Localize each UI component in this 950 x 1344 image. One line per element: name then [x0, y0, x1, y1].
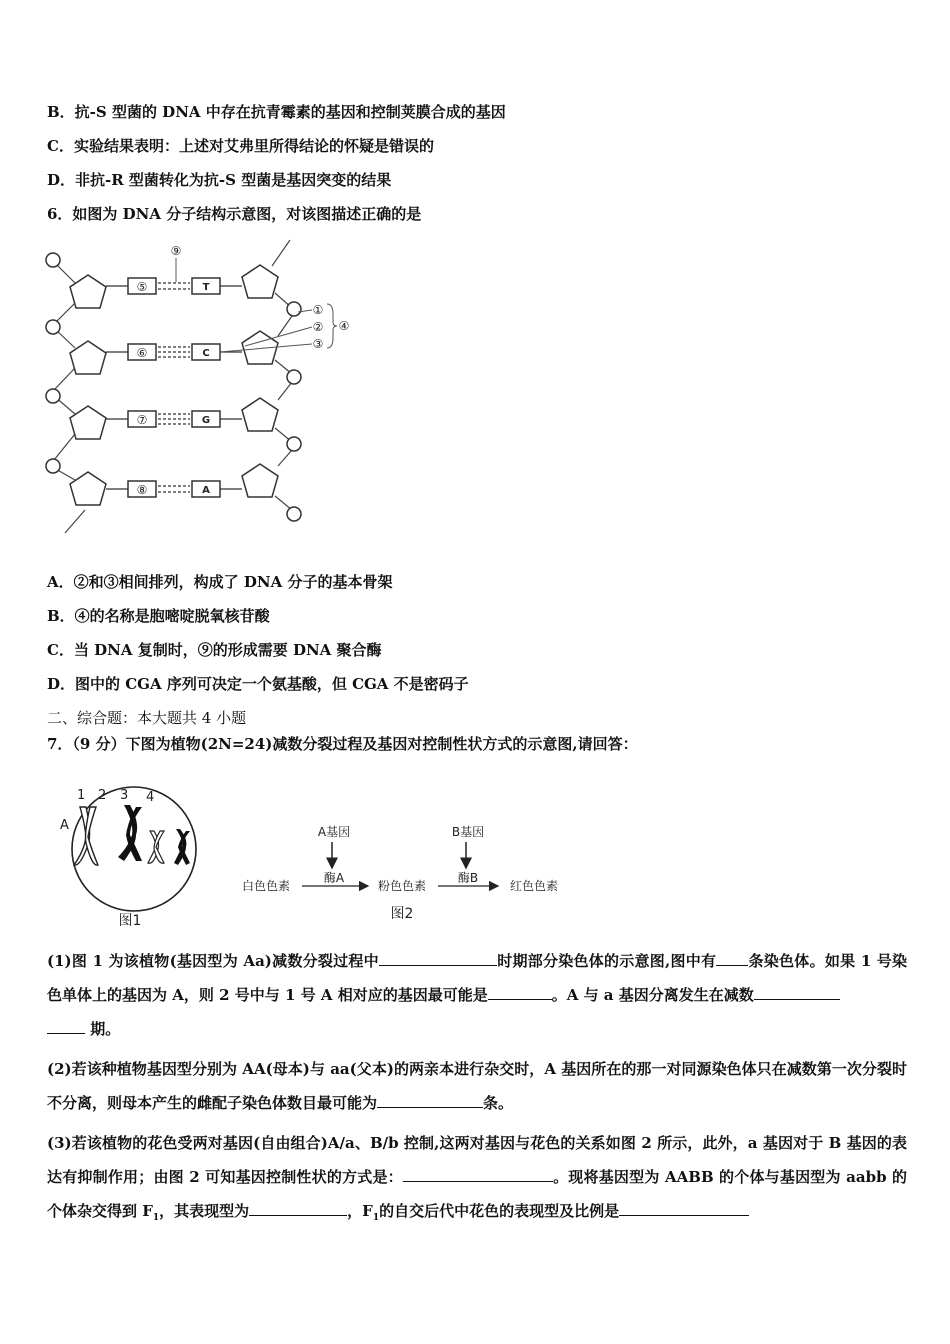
- phosphate-circle: [46, 253, 60, 267]
- left-backbone-link: [54, 368, 75, 390]
- answer-blank[interactable]: [377, 1091, 483, 1108]
- q7-part-1: (1)图 1 为该植物(基因型为 Aa)减数分裂过程中 时期部分染色体的示意图,图中有 条染色体。如果 1 号染色单体上的基因为 A，则 2 号中与 1 号 A 相对应的基因最可能是 。A 与 a 基因分离发生在减数 期。: [47, 944, 907, 1046]
- q7-part-3: (3)若该植物的花色受两对基因(自由组合)A/a、B/b 控制,这两对基因与花色的关系如图 2 所示，此外，a 基因对于 B 基因的表达有抑制作用；由图 2 可知基因控制性状的方式是： 。现将基因型为 AABB 的个体与基因型为 aabb 的个体杂交得到 $F_1$，其表现型为 ，$F_1$的自交后代中花色的表现型及比例是: [47, 1134, 907, 1223]
- deoxyribose-pentagon: [242, 265, 278, 298]
- label-2: ②: [312, 320, 324, 334]
- right-backbone-link: [272, 240, 290, 266]
- label-5: ⑤: [136, 280, 148, 294]
- phosphate-circle: [287, 302, 301, 316]
- label-9: ⑨: [170, 244, 182, 258]
- red-pigment: 红色色素: [509, 879, 559, 893]
- left-backbone-link: [65, 510, 85, 533]
- q7-part-2: (2)若该种植物基因型分别为 AA(母本)与 aa(父本)的两亲本进行杂交时，A 基因所在的那一对同源染色体只在减数第一次分裂时不分离，则母本产生的雌配子染色体数目最可能为 条。: [47, 1060, 907, 1112]
- answer-blank[interactable]: [488, 983, 552, 1000]
- right-backbone-link: [278, 450, 292, 466]
- phosphate-circle: [46, 389, 60, 403]
- label-3: ③: [312, 337, 324, 351]
- section-heading: 二、综合题：本大题共 4 小题: [47, 709, 247, 727]
- figure-1-caption: 图1: [118, 913, 142, 929]
- enzyme-b-label: 酶B: [457, 871, 479, 885]
- q7-stem: 7．（9 分）下图为植物(2N=24)减数分裂过程及基因对控制性状方式的示意图,请回答：: [47, 735, 638, 753]
- q6-option-a: A．②和③相间排列，构成了 DNA 分子的基本骨架: [47, 573, 393, 591]
- gene-a-label: A基因: [317, 825, 351, 839]
- q5-option-c: C．实验结果表明：上述对艾弗里所得结论的怀疑是错误的: [47, 137, 434, 155]
- answer-blank[interactable]: [754, 983, 840, 1000]
- q6-stem: 6．如图为 DNA 分子结构示意图，对该图描述正确的是: [47, 205, 422, 223]
- chromatid-number-2: 2: [98, 788, 107, 803]
- pink-pigment: 粉色色素: [377, 879, 427, 893]
- right-backbone-link: [278, 382, 292, 400]
- deoxyribose-pentagon: [242, 398, 278, 431]
- deoxyribose-pentagon: [70, 275, 106, 308]
- answer-blank[interactable]: [47, 1017, 85, 1034]
- gene-b-label: B基因: [451, 825, 485, 839]
- q5-option-b: B．抗-S 型菌的 DNA 中存在抗青霉素的基因和控制荚膜合成的基因: [47, 103, 506, 121]
- chromatid-number-3: 3: [120, 788, 129, 803]
- q6-option-b: B．④的名称是胞嘧啶脱氧核苷酸: [47, 607, 270, 625]
- answer-blank[interactable]: [619, 1199, 749, 1216]
- phosphate-circle: [46, 320, 60, 334]
- left-backbone-link: [54, 434, 75, 460]
- label-7: ⑦: [136, 413, 148, 427]
- phosphate-circle: [287, 437, 301, 451]
- figure-1-cell: [48, 785, 228, 930]
- base-g: G: [201, 415, 211, 426]
- dna-structure-diagram: [40, 238, 370, 538]
- brace: [327, 304, 337, 348]
- answer-blank[interactable]: [403, 1165, 553, 1182]
- label-1: ①: [312, 303, 324, 317]
- base-a: A: [202, 485, 210, 496]
- answer-blank[interactable]: [379, 949, 497, 966]
- deoxyribose-pentagon: [70, 472, 106, 505]
- base-c: C: [202, 348, 210, 359]
- q6-option-d: D．图中的 CGA 序列可决定一个氨基酸，但 CGA 不是密码子: [47, 675, 469, 693]
- chromatid-number-1: 1: [77, 788, 86, 803]
- deoxyribose-pentagon: [242, 464, 278, 497]
- answer-blank[interactable]: [249, 1199, 347, 1216]
- label-8: ⑧: [136, 483, 148, 497]
- gene-label-a: A: [60, 818, 69, 833]
- base-t: T: [202, 282, 210, 293]
- phosphate-circle: [287, 370, 301, 384]
- chromatid-number-4: 4: [146, 790, 155, 805]
- white-pigment: 白色色素: [241, 879, 291, 893]
- label-4: ④: [338, 319, 350, 333]
- label-6: ⑥: [136, 346, 148, 360]
- q6-option-c: C．当 DNA 复制时，⑨的形成需要 DNA 聚合酶: [47, 641, 382, 659]
- phosphate-circle: [46, 459, 60, 473]
- figure-2-pathway: [230, 820, 570, 930]
- answer-blank[interactable]: [716, 949, 748, 966]
- q5-option-d: D．非抗-R 型菌转化为抗-S 型菌是基因突变的结果: [47, 171, 392, 189]
- enzyme-a-label: 酶A: [323, 871, 345, 885]
- phosphate-circle: [287, 507, 301, 521]
- deoxyribose-pentagon: [70, 406, 106, 439]
- figure-2-caption: 图2: [390, 906, 414, 922]
- deoxyribose-pentagon: [70, 341, 106, 374]
